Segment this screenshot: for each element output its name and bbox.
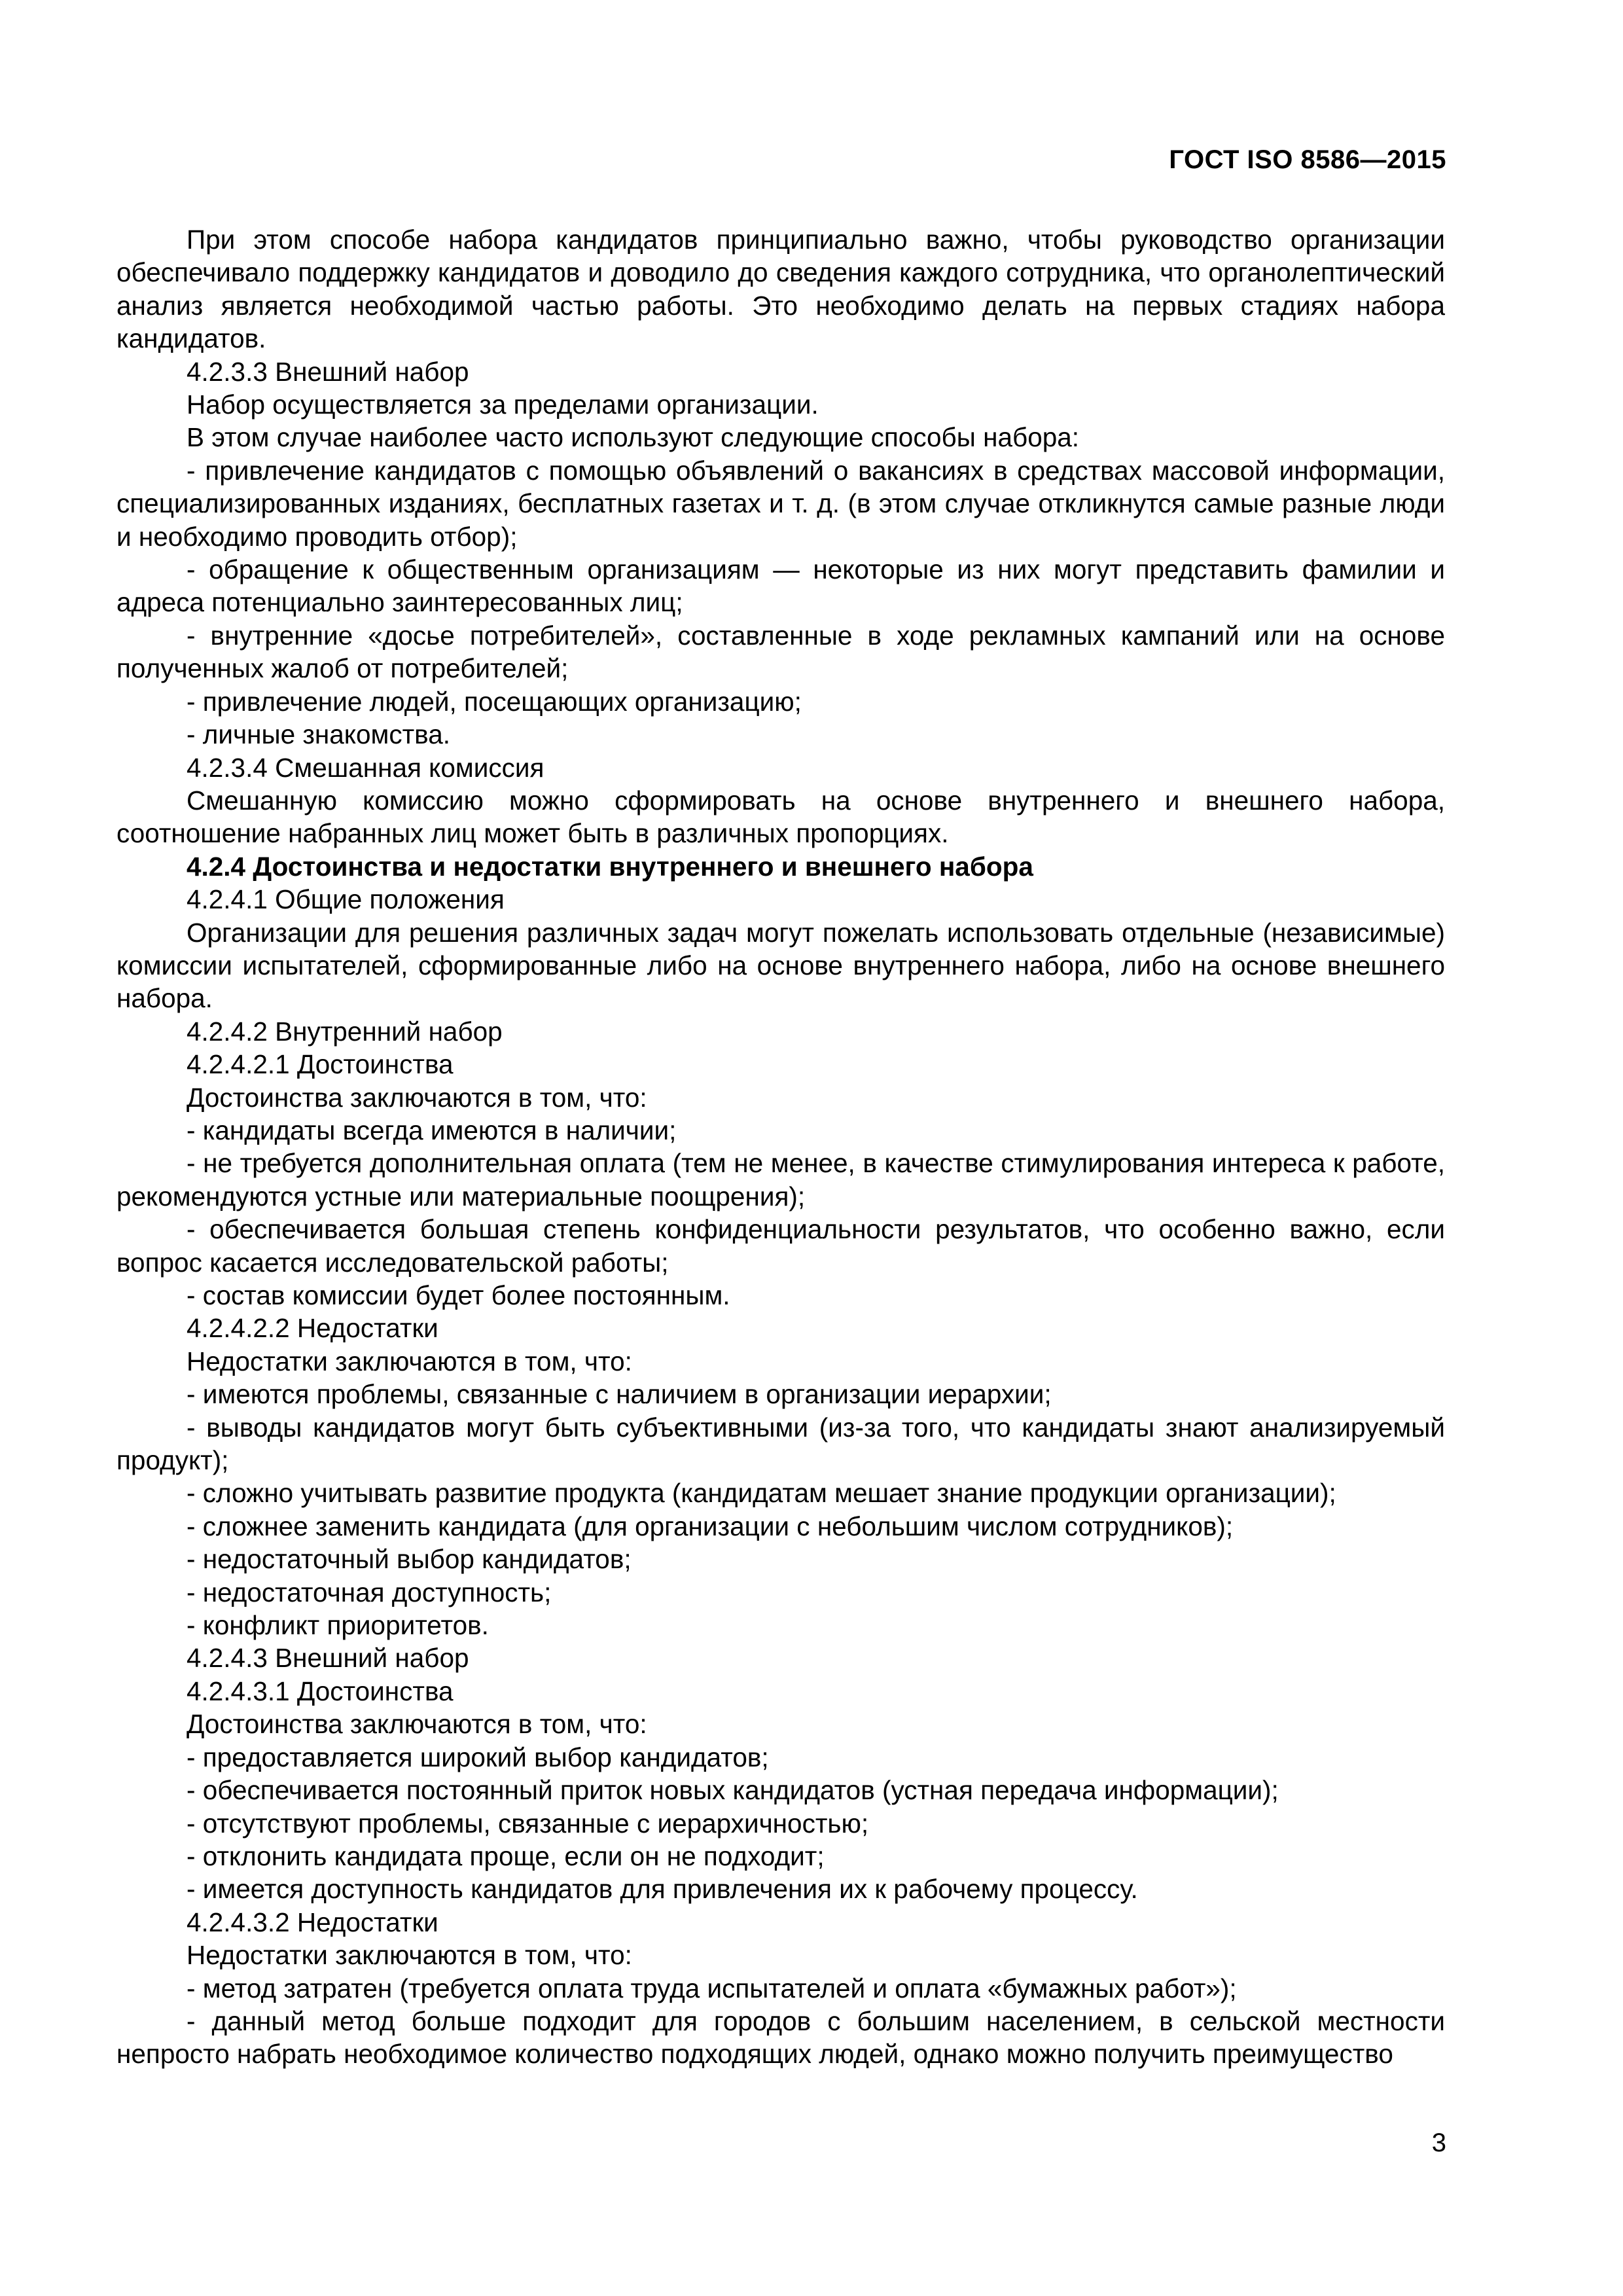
paragraph: - обращение к общественным организациям — некоторые из них могут представить фамилии и адреса потенциально заинтересованных лиц; (116, 554, 1445, 618)
paragraph: - недостаточная доступность; (187, 1577, 552, 1607)
paragraph: При этом способе набора кандидатов принципиально важно, чтобы руководство организации обеспечивало поддержку кандидатов и доводило до сведения каждого сотрудника, что органолептический анализ является необходимой частью работы. Это необходимо делать на первых стадиях набора кандидатов. (116, 224, 1445, 354)
paragraph: 4.2.4.1 Общие положения (187, 884, 505, 915)
paragraph: - привлечение кандидатов с помощью объявлений о вакансиях в средствах массовой информации, специализированных изданиях, бесплатных газетах и т. д. (в этом случае откликнутся самые разные люди и необходимо проводить отбор); (116, 455, 1445, 552)
paragraph: Организации для решения различных задач могут пожелать использовать отдельные (независимые) комиссии испытателей, сформированные либо на основе внутреннего набора, либо на основе внешнего набора. (116, 917, 1445, 1014)
paragraph: - отсутствуют проблемы, связанные с иерархичностью; (187, 1808, 869, 1839)
paragraph: - конфликт приоритетов. (187, 1610, 489, 1641)
paragraph: 4.2.4.3.1 Достоинства (187, 1676, 454, 1706)
paragraph: Достоинства заключаются в том, что: (187, 1709, 647, 1740)
paragraph: 4.2.4.3 Внешний набор (187, 1643, 469, 1674)
paragraph: - не требуется дополнительная оплата (тем не менее, в качестве стимулирования интереса к работе, рекомендуются устные или материальные поощрения); (116, 1148, 1445, 1211)
paragraph: - выводы кандидатов могут быть субъективными (из-за того, что кандидаты знают анализируемый продукт); (116, 1412, 1445, 1476)
paragraph: 4.2.4.3.2 Недостатки (187, 1907, 438, 1937)
paragraph: Недостатки заключаются в том, что: (187, 1940, 632, 1971)
page-number: 3 (1431, 2128, 1446, 2157)
paragraph: - личные знакомства. (187, 719, 450, 750)
paragraph: - предоставляется широкий выбор кандидатов; (187, 1742, 769, 1772)
paragraph: 4.2.4.2 Внутренний набор (187, 1016, 503, 1047)
paragraph: - внутренние «досье потребителей», составленные в ходе рекламных кампаний или на основе полученных жалоб от потребителей; (116, 620, 1445, 684)
paragraph: - сложнее заменить кандидата (для организации с небольшим числом сотрудников); (187, 1511, 1234, 1541)
paragraph: 4.2.4.2.2 Недостатки (187, 1313, 438, 1344)
paragraph: - метод затратен (требуется оплата труда испытателей и оплата «бумажных работ»); (187, 1973, 1237, 2003)
paragraph: - имеются проблемы, связанные с наличием в организации иерархии; (187, 1379, 1052, 1410)
paragraph: Достоинства заключаются в том, что: (187, 1082, 647, 1113)
paragraph: 4.2.3.4 Смешанная комиссия (187, 752, 544, 783)
paragraph: - данный метод больше подходит для городов с большим населением, в сельской местности непросто набрать необходимое количество подходящих людей, однако можно получить преимущество (116, 2005, 1445, 2070)
paragraph: В этом случае наиболее часто используют следующие способы набора: (187, 422, 1080, 453)
section-heading: 4.2.4 Достоинства и недостатки внутреннего и внешнего набора (187, 851, 1033, 882)
document-header-id: ГОСТ ISO 8586—2015 (1169, 145, 1446, 174)
paragraph: - состав комиссии будет более постоянным. (187, 1280, 730, 1310)
paragraph: 4.2.3.3 Внешний набор (187, 356, 469, 387)
paragraph: - кандидаты всегда имеются в наличии; (187, 1115, 677, 1145)
paragraph: Недостатки заключаются в том, что: (187, 1346, 632, 1376)
paragraph: - отклонить кандидата проще, если он не подходит; (187, 1840, 825, 1871)
paragraph: - имеется доступность кандидатов для привлечения их к рабочему процессу. (187, 1874, 1138, 1905)
paragraph: 4.2.4.2.1 Достоинства (187, 1049, 454, 1080)
document-body (116, 223, 1445, 2071)
paragraph: - обеспечивается большая степень конфиденциальности результатов, что особенно важно, если вопрос касается исследовательской работы; (116, 1214, 1445, 1278)
paragraph: Смешанную комиссию можно сформировать на основе внутреннего и внешнего набора, соотношение набранных лиц может быть в различных пропорциях. (116, 785, 1445, 849)
paragraph: - привлечение людей, посещающих организацию; (187, 686, 802, 717)
paragraph: Набор осуществляется за пределами организации. (187, 389, 819, 420)
paragraph: - обеспечивается постоянный приток новых кандидатов (устная передача информации); (187, 1775, 1279, 1806)
paragraph: - недостаточный выбор кандидатов; (187, 1544, 632, 1575)
paragraph: - сложно учитывать развитие продукта (кандидатам мешает знание продукции организации); (187, 1478, 1336, 1509)
